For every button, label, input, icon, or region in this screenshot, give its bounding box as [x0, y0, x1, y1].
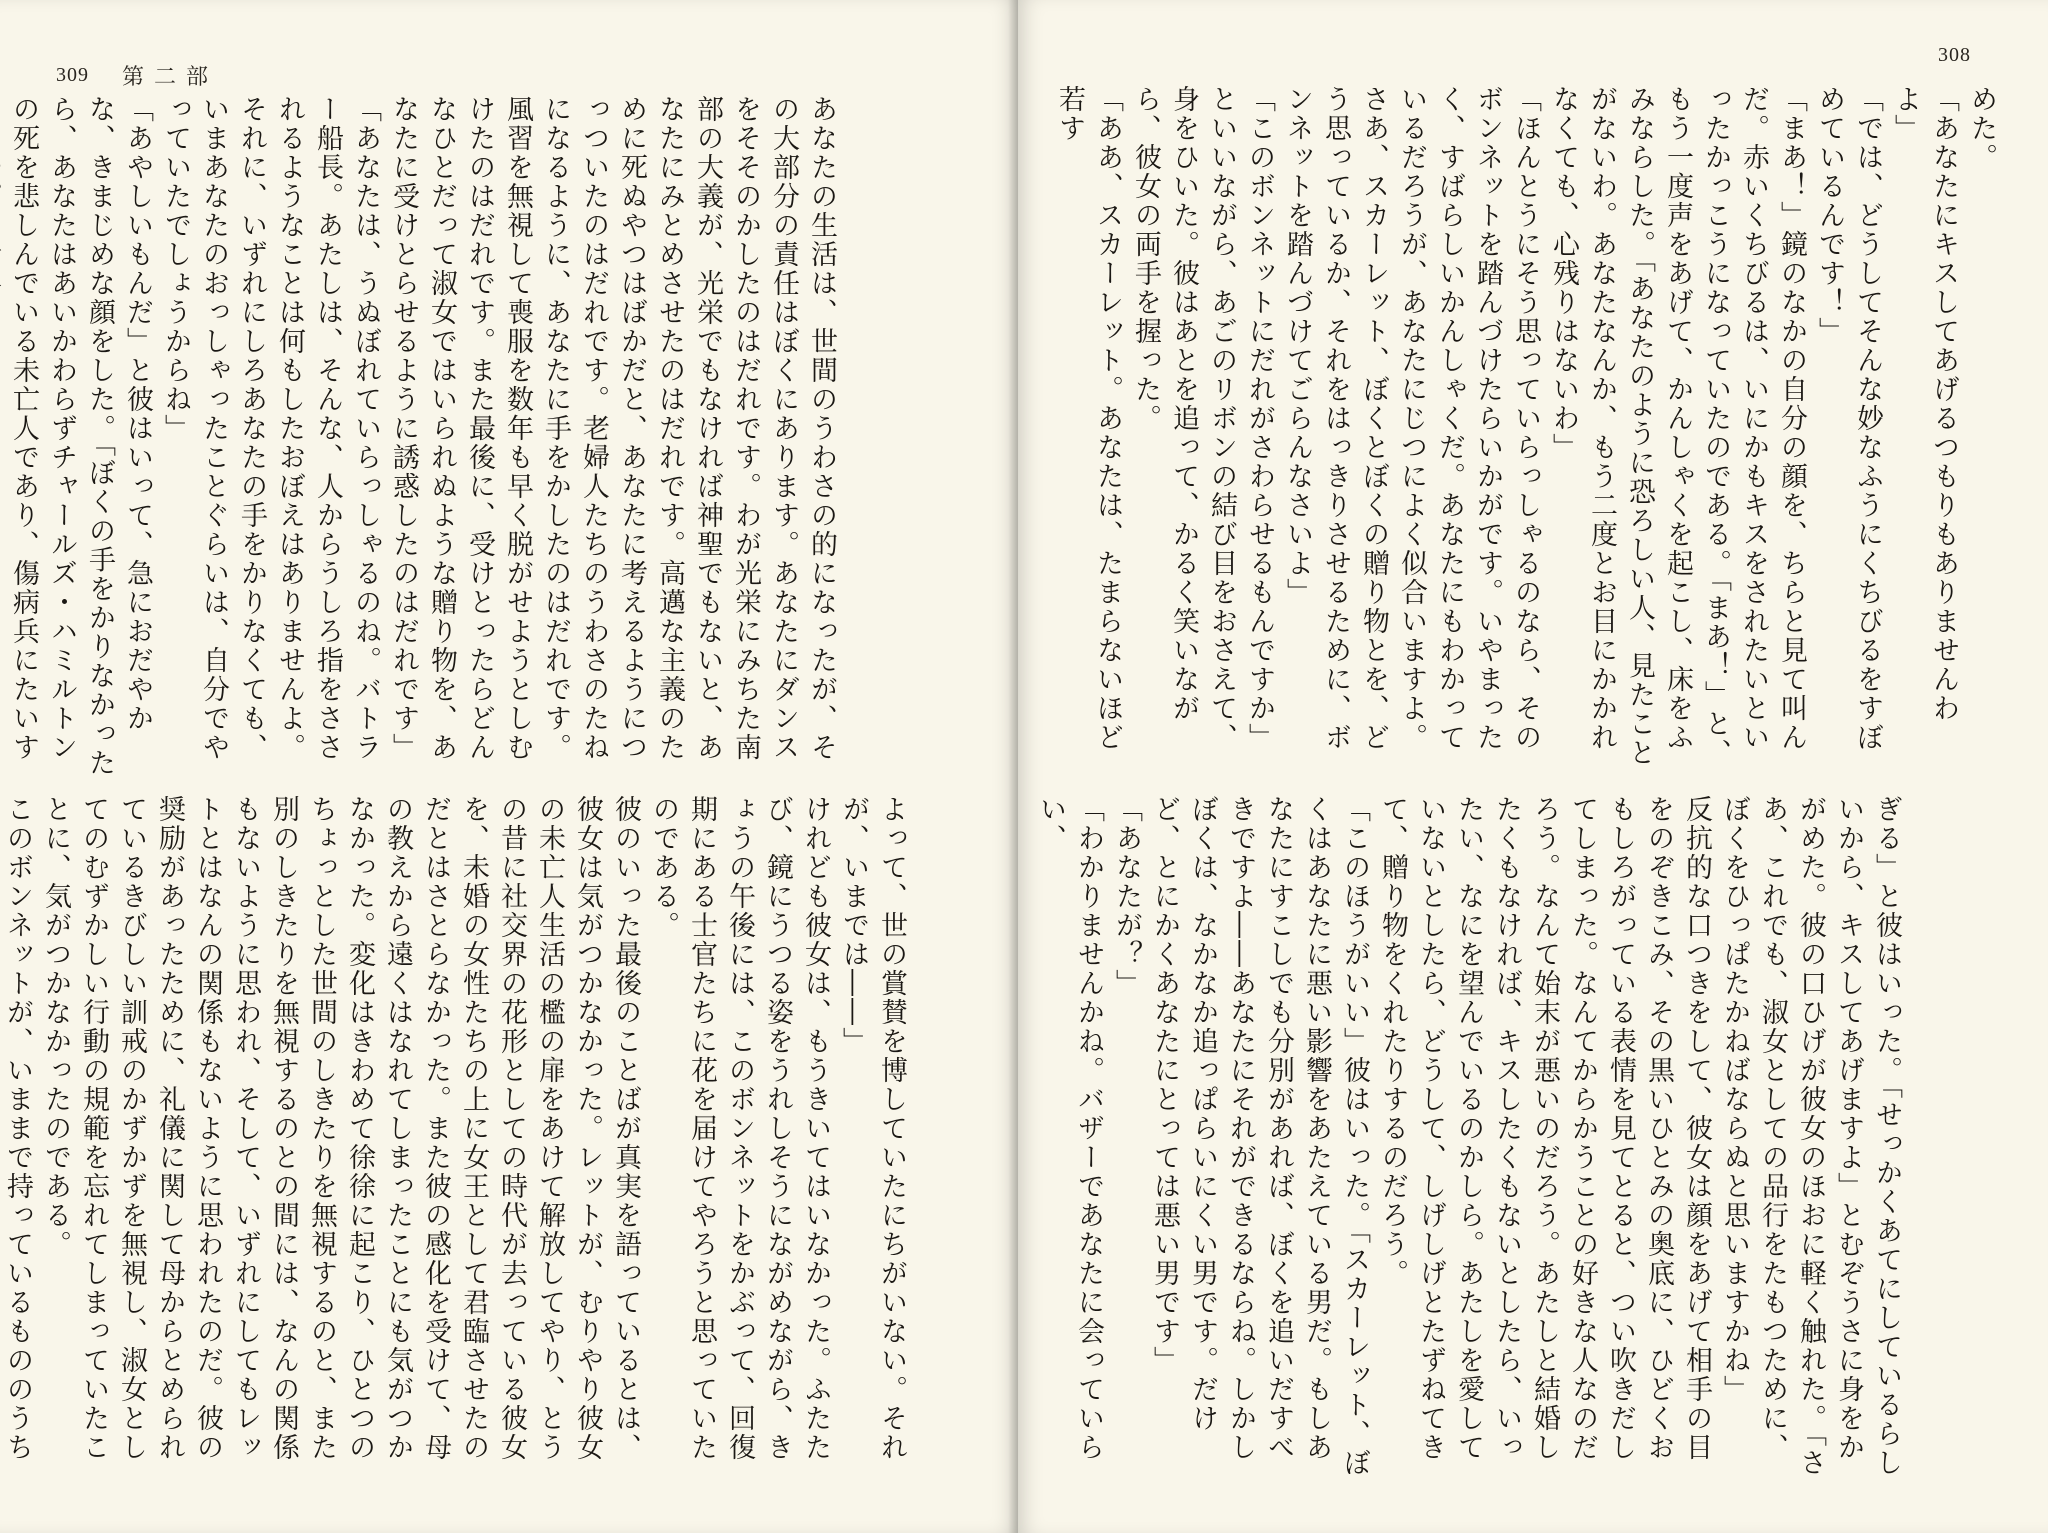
right-top-paragraphs: めた。 「あなたにキスしてあげるつもりもありませんわよ」 「では、どうしてそんな妙なふうにくちびるをすぼめているんです！」 「まあ！」鏡のなかの自分の顔を、ちらと見て叫んだ。赤いくちびるは、いにかもキスをされたいといったかっこうになっていたのである。「まあ！」と、もう一度声をあげて、かんしゃくを起こし、床をふみならした。「あなたのように恐ろしい人、見たことがないわ。あなたなんか、もう二度とお目にかかれなくても、心残りはないわ」 「ほんとうにそう思っていらっしゃるのなら、そのボンネットを踏んづけたらいかがです。いやまったく、すばらしいかんしゃくだ。あなたにもわかっているだろうが、あなたにじつによく似合いますよ。さあ、スカーレット、ぼくとぼくの贈り物とを、どう思っているか、それをはっきりさせるために、ボンネットを踏んづけてごらんなさいよ」 「このボンネットにだれがさわらせるもんですか」といいながら、あごのリボンの結び目をおさえて、身をひいた。彼はあとを追って、かるく笑いながら、彼女の両手を握った。 「ああ、スカーレット。あなたは、たまらないほど若す [1054, 85, 1997, 768]
left-bottom-paragraphs: よって、世の賞賛を博していたにちがいない。それが、いまでは――」 けれども彼女は、もうきいてはいなかった。ふたたび、鏡にうつる姿をうれしそうにながめながら、きょうの午後には、このボンネットをかぶって、回復期にある士官たちに花を届けてやろうと思っていたのである。 彼のいった最後のことばが真実を語っているとは、彼女は気がつかなかった。レットが、むりやり彼女の未亡人生活の檻の扉をあけて解放してやり、とうの昔に社交界の花形としての時代が去っている彼女を、未婚の女性たちの上に女王として君臨させたのだとはさとらなかった。また彼の感化を受けて、母の教えから遠くはなれてしまったことにも気がつかなかった。変化はきわめて徐徐に起こり、ひとつのちょっとした世間のしきたりを無視するのと、また別のしきたりを無視するのとの間には、なんの関係もないように思われ、そして、いずれにしてもレットとはなんの関係もないように思われたのだ。彼の奨励があったために、礼儀に関して母からとめられているきびしい訓戒のかずかずを無視し、淑女としてのむずかしい行動の規範を忘れてしまっていたことに、気がつかなかったのである。 このボンネットが、いままで持っているもののうち [2, 795, 907, 1462]
right-page-top-text [1054, 85, 2000, 775]
left-page-bottom-text [2, 795, 910, 1485]
right-page-bottom-text [1035, 795, 1905, 1485]
right-bottom-paragraphs: ぎる」と彼はいった。「せっかくあてにしているらしいから、キスしてあげますよ」とむぞうさに身をかがめた。彼の口ひげが彼女のほおに軽く触れた。「さあ、これでも、淑女としての品行をたもつために、ぼくをひっぱたかねばならぬと思いますかね」 反抗的な口つきをして、彼女は顔をあげて相手の目をのぞきこみ、その黒いひとみの奥底に、ひどくおもしろがっている表情を見てとると、つい吹きだしてしまった。なんてからかうことの好きな人なのだろう。なんて始末が悪いのだろう。あたしと結婚したくもなければ、キスしたくもないとしたら、いったい、なにを望んでいるのかしら。あたしを愛していないとしたら、どうして、しげしげとたずねてきて、贈り物をくれたりするのだろう。 「このほうがいい」彼はいった。「スカーレット、ぼくはあなたに悪い影響をあたえている男だ。もしあなたにすこしでも分別があれば、ぼくを追いだすべきですよ――あなたにそれができるならね。しかしぼくは、なかなか追っぱらいにくい男です。だけど、とにかくあなたにとっては悪い男です」 「あなたが？」 「わかりませんかね。バザーであなたに会っていらい、 [1035, 795, 1902, 1478]
left-page-number: 309 [56, 64, 89, 86]
left-top-paragraphs: あなたの生活は、世間のうわさの的になったが、その大部分の責任はぼくにあります。あなたにダンスをそそのかしたのはだれです。わが光栄にみちた南部の大義が、光栄でもなければ神聖でもないと、あなたにみとめさせたのはだれです。高邁な主義のために死ぬやつはばかだと、あなたに考えるようにつっついたのはだれです。老婦人たちのうわさのたねになるように、あなたに手をかしたのはだれです。風習を無視して喪服を数年も早く脱がせようとしむけたのはだれです。また最後に、受けとったらどんなひとだって淑女ではいられぬような贈り物を、あなたに受けとらせるように誘惑したのはだれです」 「あなたは、うぬぼれていらっしゃるのね。バトラー船長。あたしは、そんな、人からうしろ指をさされるようなことは何もしたおぼえはありませんよ。それに、いずれにしろあなたの手をかりなくても、いまあなたのおっしゃったことぐらいは、自分でやっていたでしょうからね」 「あやしいもんだ」と彼はいって、急におだやかな、きまじめな顔をした。「ぼくの手をかりなかったら、あなたはあいかわらずチャールズ・ハミルトンの死を悲しんでいる未亡人であり、傷病兵にたいす [8, 95, 837, 778]
left-page [0, 0, 1018, 1533]
running-head: 第二部 [122, 64, 219, 89]
right-page-number: 308 [1938, 44, 1971, 66]
left-page-top-text [8, 95, 840, 785]
